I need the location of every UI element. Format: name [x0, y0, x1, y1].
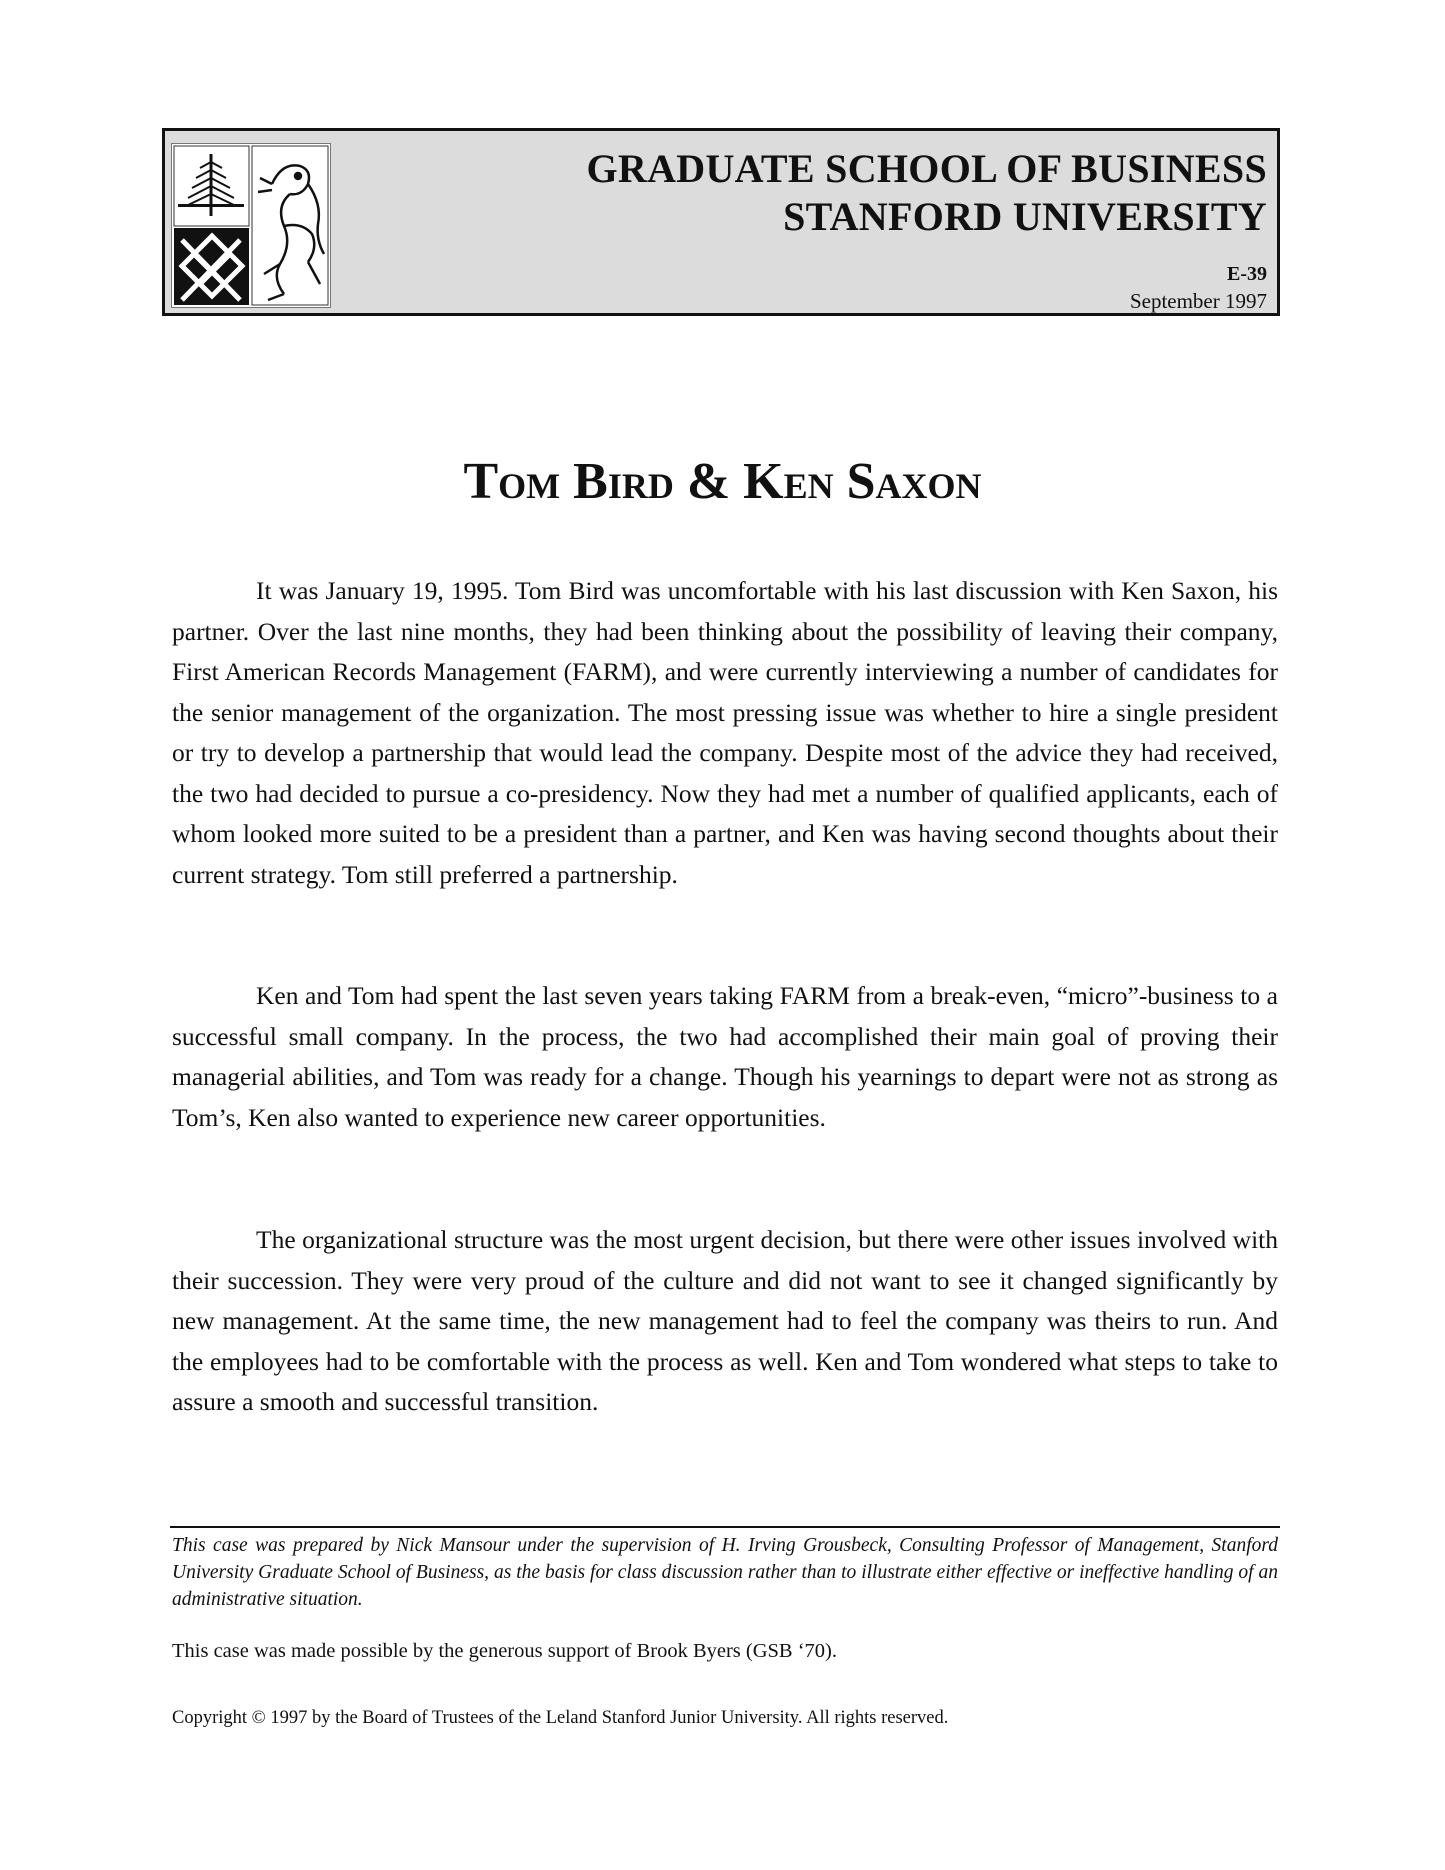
body-paragraph-1-block [172, 571, 1278, 895]
institution-name-line1: GRADUATE SCHOOL OF BUSINESS [586, 146, 1267, 191]
body-paragraph-3-block [172, 1220, 1278, 1423]
copyright-notice: Copyright © 1997 by the Board of Trustees of the Leland Stanford Junior University. All rights reserved. [172, 1708, 949, 1728]
body-paragraph: The organizational structure was the most urgent decision, but there were other issues involved with their succession. They were very proud of the culture and did not want to see it changed significantly by new management. At the same time, the new management had to feel the company was theirs to run. And the employees had to be comfortable with the process as well. Ken and Tom wondered what steps to take to assure a smooth and successful transition. [172, 1225, 1278, 1416]
case-title: Tom Bird & Ken Saxon [463, 453, 982, 510]
case-preparation-note: This case was prepared by Nick Mansour under the supervision of H. Irving Grousbeck, Consulting Professor of Management, Stanford University Graduate School of Business, as the basis for class discussion rather than to illustrate either effective or ineffective handling of an administrative situation. [172, 1535, 1278, 1610]
document-header [162, 128, 1280, 316]
crest-icon [172, 144, 330, 307]
institution-name-line2: STANFORD UNIVERSITY [783, 194, 1267, 239]
case-number: E-39 [1227, 263, 1267, 285]
stanford-gsb-crest-logo [171, 143, 331, 308]
support-acknowledgement: This case was made possible by the generous support of Brook Byers (GSB ‘70). [172, 1640, 837, 1662]
body-paragraph: Ken and Tom had spent the last seven years taking FARM from a break-even, “micro”-business to a successful small company. In the process, the two had accomplished their main goal of proving their managerial abilities, and Tom was ready for a change. Though his yearnings to depart were not as strong as Tom’s, Ken also wanted to experience new career opportunities. [172, 981, 1278, 1132]
body-paragraph: It was January 19, 1995. Tom Bird was uncomfortable with his last discussion with Ken Saxon, his partner. Over the last nine months, they had been thinking about the possibility of leaving their company, First American Records Management (FARM), and were currently interviewing a number of candidates for the senior management of the organization. The most pressing issue was whether to hire a single president or try to develop a partnership that would lead the company. Despite most of the advice they had received, the two had decided to pursue a co-presidency. Now they had met a number of qualified applicants, each of whom looked more suited to be a president than a partner, and Ken was having second thoughts about their current strategy. Tom still preferred a partnership. [172, 576, 1278, 889]
case-date: September 1997 [1129, 289, 1267, 313]
institution-name [587, 145, 1267, 241]
footer-divider [170, 1526, 1280, 1528]
body-paragraph-2-block [172, 976, 1278, 1138]
